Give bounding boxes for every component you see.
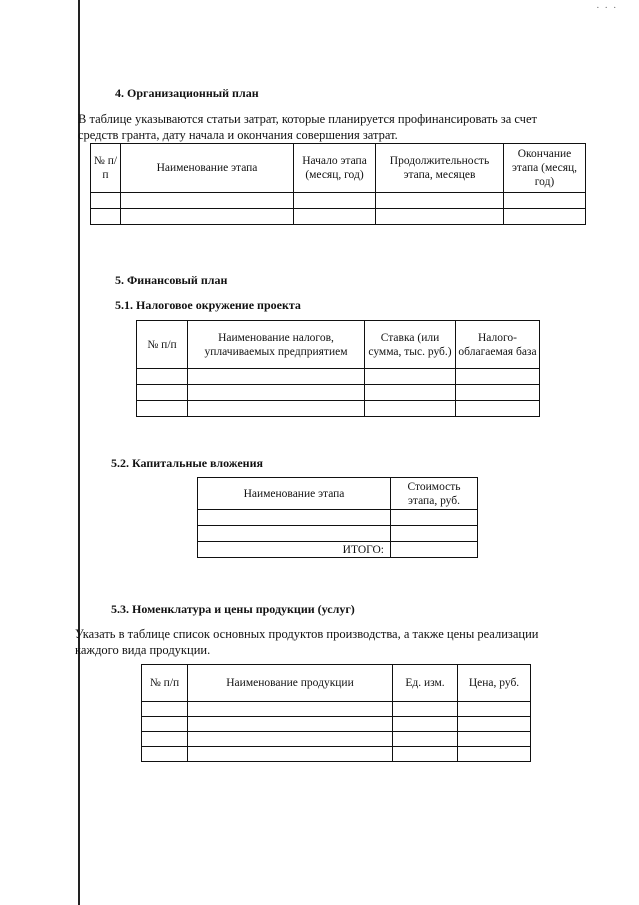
section53-paragraph-line1: Указать в таблице список основных продуктов производства, а также цены реализации (75, 627, 539, 641)
table-cell (393, 732, 458, 747)
section4-paragraph-line1: В таблице указываются статьи затрат, которые планируется профинансировать за счет (78, 112, 537, 126)
table-cell (188, 401, 365, 417)
header-cell: Начало этапа (месяц, год) (294, 144, 376, 193)
table-cell (198, 526, 391, 542)
header-cell: Ставка (или сумма, тыс. руб.) (365, 321, 456, 369)
table-cell (142, 747, 188, 762)
table-cell (137, 401, 188, 417)
table-cell (376, 193, 504, 209)
section51-heading: 5.1. Налоговое окружение проекта (115, 298, 301, 312)
total-value-cell (391, 542, 478, 558)
table-cell (188, 385, 365, 401)
table-cell (365, 401, 456, 417)
table-cell (188, 702, 393, 717)
header-cell: Продолжительность этапа, месяцев (376, 144, 504, 193)
table-cell (393, 702, 458, 717)
table-cell (456, 385, 540, 401)
header-cell: Цена, руб. (458, 665, 531, 702)
table-cell (456, 369, 540, 385)
table-cell (188, 369, 365, 385)
table-row (137, 401, 540, 417)
table-cell (198, 510, 391, 526)
header-cell: Налого-облагаемая база (456, 321, 540, 369)
total-row (198, 542, 478, 558)
section52-heading: 5.2. Капитальные вложения (111, 456, 263, 470)
table-cell (391, 510, 478, 526)
table-cell (458, 747, 531, 762)
table-cell (142, 702, 188, 717)
table-row (198, 510, 478, 526)
table-cell (121, 193, 294, 209)
table-cell (294, 209, 376, 225)
table-cell (458, 717, 531, 732)
section4-heading: 4. Организационный план (115, 86, 259, 100)
table-cell (137, 385, 188, 401)
org-plan-table (90, 143, 586, 225)
table-cell (391, 526, 478, 542)
table-cell (137, 369, 188, 385)
table-cell (91, 209, 121, 225)
section53-paragraph-line2: каждого вида продукции. (75, 643, 211, 657)
header-cell: Стоимость этапа, руб. (391, 478, 478, 510)
table-cell (91, 193, 121, 209)
table-cell (188, 732, 393, 747)
table-row (142, 747, 531, 762)
header-cell: Наименование налогов, уплачиваемых предприятием (188, 321, 365, 369)
table-header-row (198, 478, 478, 510)
header-cell: № п/п (137, 321, 188, 369)
table-cell (504, 209, 586, 225)
table-cell (458, 732, 531, 747)
table-row (137, 385, 540, 401)
header-cell: № п/п (142, 665, 188, 702)
table-cell (142, 717, 188, 732)
table-cell (188, 717, 393, 732)
header-cell: № п/п (91, 144, 121, 193)
header-cell: Наименование продукции (188, 665, 393, 702)
table-header-row (91, 144, 586, 193)
corner-mark: · · · (596, 2, 618, 14)
tax-environment-table (136, 320, 540, 417)
table-cell (142, 732, 188, 747)
table-cell (504, 193, 586, 209)
table-row (142, 717, 531, 732)
table-row (91, 193, 586, 209)
table-cell (294, 193, 376, 209)
table-cell (393, 747, 458, 762)
table-row (91, 209, 586, 225)
section53-heading: 5.3. Номенклатура и цены продукции (услуг) (111, 602, 355, 616)
products-prices-table (141, 664, 531, 762)
table-cell (188, 747, 393, 762)
table-cell (458, 702, 531, 717)
table-header-row (137, 321, 540, 369)
table-row (142, 732, 531, 747)
table-cell (456, 401, 540, 417)
table-cell (376, 209, 504, 225)
section4-paragraph-line2: средств гранта, дату начала и окончания совершения затрат. (78, 128, 398, 142)
table-cell (121, 209, 294, 225)
table-cell (393, 717, 458, 732)
table-row (142, 702, 531, 717)
header-cell: Ед. изм. (393, 665, 458, 702)
table-row (198, 526, 478, 542)
section5-heading: 5. Финансовый план (115, 273, 228, 287)
capital-investments-table (197, 477, 478, 558)
header-cell: Наименование этапа (198, 478, 391, 510)
header-cell: Наименование этапа (121, 144, 294, 193)
table-cell (365, 369, 456, 385)
table-header-row (142, 665, 531, 702)
table-row (137, 369, 540, 385)
total-label: ИТОГО: (198, 542, 391, 558)
table-cell (365, 385, 456, 401)
header-cell: Окончание этапа (месяц, год) (504, 144, 586, 193)
